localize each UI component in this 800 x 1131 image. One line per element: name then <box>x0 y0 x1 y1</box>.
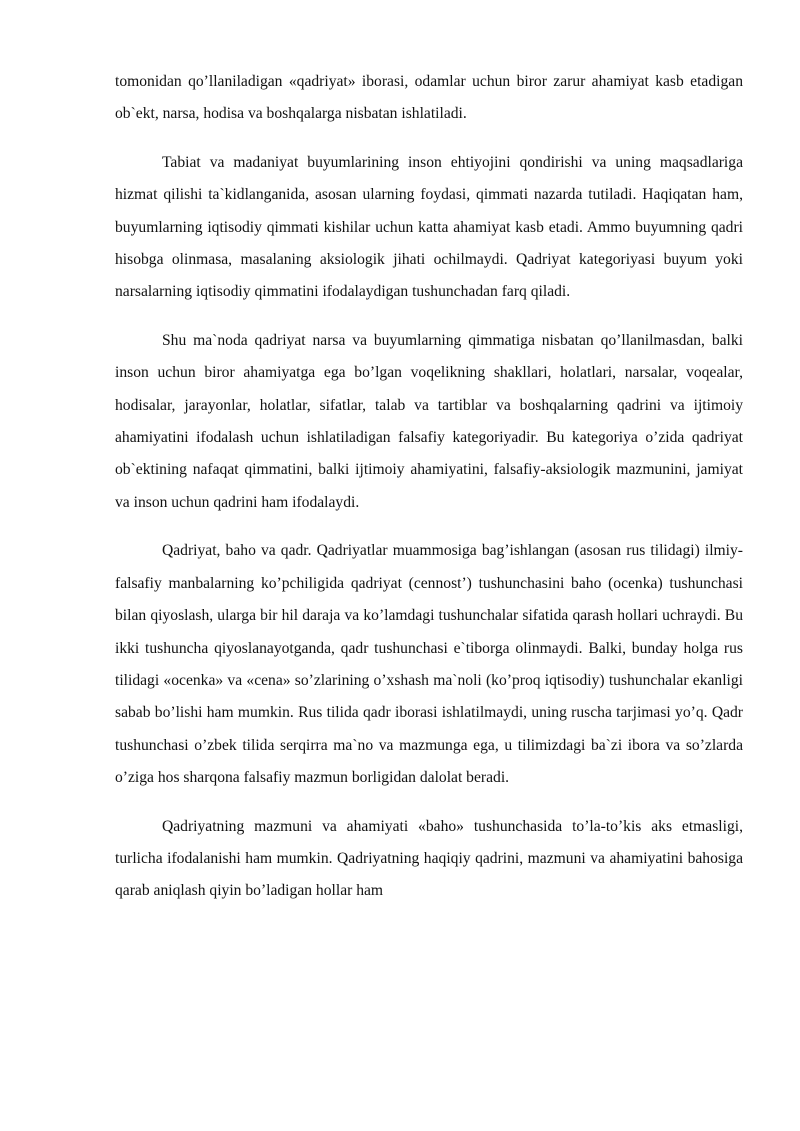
paragraph-qadriyatning-mazmuni: Qadriyatning mazmuni va ahamiyati «baho» tushunchasida to’la-to’kis aks etmasligi, turlicha ifodalanishi ham mumkin. Qadriyatning haqiqiy qadrini, mazmuni va ahamiyatini bahosiga qarab aniqlash qiyin bo’ladigan hollar ham <box>115 817 743 900</box>
paragraph-shu-manoda: Shu ma`noda qadriyat narsa va buyumlarning qimmatiga nisbatan qo’llanilmasdan, balki inson uchun biror ahamiyatga ega bo’lgan voqelikning shakllari, holatlari, narsalar, voqealar, hodisalar, jarayonlar, holatlar, sifatlar, talab va tartiblar va boshqalarning qadrini va ijtimoiy ahamiyatini ifodalash uchun ishlatiladigan falsafiy kategoriyadir. Bu kategoriya o’zida qadriyat ob`ektining nafaqat qimmatini, balki ijtimoiy ahamiyatini, falsafiy-aksiologik mazmunini, jamiyat va inson uchun qadrini ham ifodalaydi. <box>115 331 743 511</box>
paragraph-tabiat: Tabiat va madaniyat buyumlarining inson ehtiyojini qondirishi va uning maqsadlariga hizmat qilishi ta`kidlanganida, asosan ularning foydasi, qimmati nazarda tutiladi. Haqiqatan ham, buyumlarning iqtisodiy qimmati kishilar uchun katta ahamiyat kasb etadi. Ammo buyumning qadri hisobga olinmasa, masalaning aksiologik jihati ochilmaydi. Qadriyat kategoriyasi buyum yoki narsalarning iqtisodiy qimmatini ifodalaydigan tushunchadan farq qiladi. <box>115 153 743 301</box>
paragraph-continuation: tomonidan qo’llaniladigan «qadriyat» iborasi, odamlar uchun biror zarur ahamiyat kasb etadigan ob`ekt, narsa, hodisa va boshqalarga nisbatan ishlatiladi. <box>115 73 743 123</box>
document-page <box>115 66 743 924</box>
paragraph-qadriyat-baho-qadr: Qadriyat, baho va qadr. Qadriyatlar muammosiga bag’ishlangan (asosan rus tilidagi) ilmiy-falsafiy manbalarning ko’pchiligida qadriyat (cennost’) tushunchasini baho (ocenka) tushunchasi bilan qiyoslash, ularga bir hil daraja va ko’lamdagi tushunchalar sifatida qarash hollari uchraydi. Bu ikki tushuncha qiyoslanayotganda, qadr tushunchasi e`tiborga olinmaydi. Balki, bunday holga rus tilidagi «ocenka» va «cena» so’zlarining o’xshash ma`noli (ko’proq iqtisodiy) tushunchalar ekanligi sabab bo’lishi ham mumkin. Rus tilida qadr iborasi ishlatilmaydi, uning ruscha tarjimasi yo’q. Qadr tushunchasi o’zbek tilida serqirra ma`no va mazmunga ega, u tilimizdagi ba`zi ibora va so’zlarda o’ziga hos sharqona falsafiy mazmun borligidan dalolat beradi. <box>115 542 743 787</box>
